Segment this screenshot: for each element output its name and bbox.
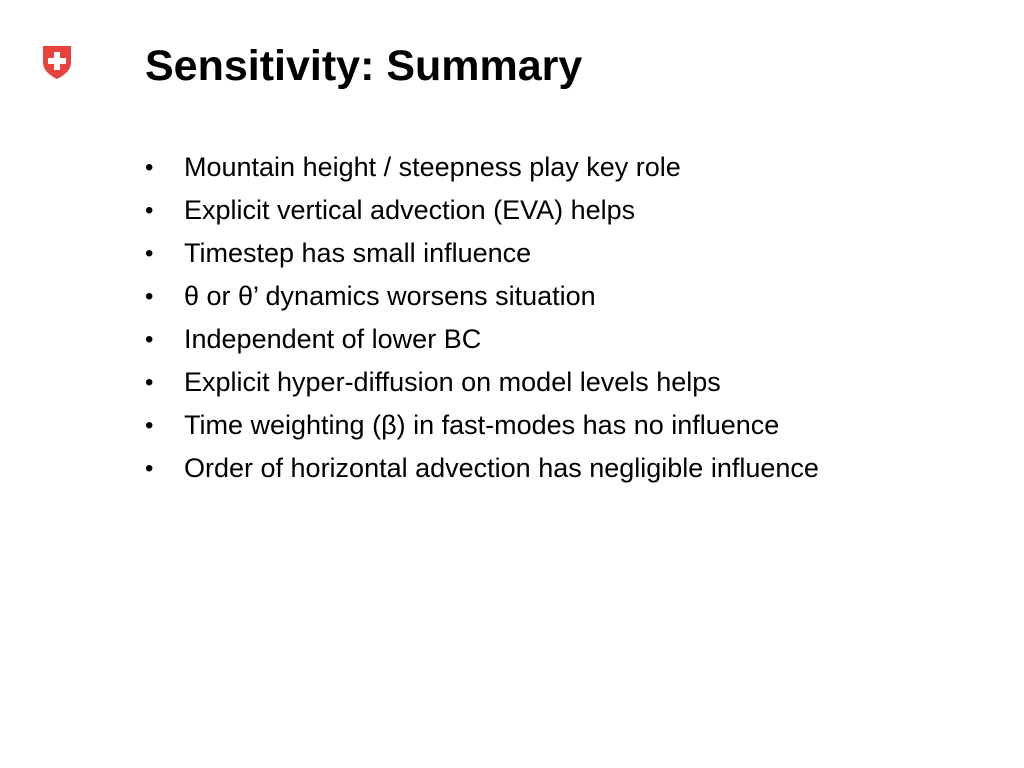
bullet-marker: •	[145, 283, 154, 310]
bullet-item	[145, 189, 985, 232]
bullet-marker: •	[145, 412, 154, 439]
bullet-text: Explicit vertical advection (EVA) helps	[184, 195, 636, 225]
bullet-text: Time weighting (β) in fast-modes has no influence	[184, 410, 780, 440]
bullet-item	[145, 318, 985, 361]
bullet-marker: •	[145, 154, 154, 181]
bullet-item	[145, 232, 985, 275]
bullet-text: Independent of lower BC	[184, 324, 482, 354]
bullet-text: Timestep has small influence	[184, 238, 532, 268]
slide-title: Sensitivity: Summary	[145, 42, 583, 90]
bullet-text: Order of horizontal advection has negligible influence	[184, 453, 819, 483]
bullet-item	[145, 447, 985, 490]
bullet-item	[145, 146, 985, 189]
bullet-marker: •	[145, 240, 154, 267]
bullet-item	[145, 361, 985, 404]
bullet-marker: •	[145, 326, 154, 353]
bullet-marker: •	[145, 369, 154, 396]
bullet-list	[145, 146, 985, 490]
bullet-text: Mountain height / steepness play key role	[184, 152, 681, 182]
bullet-marker: •	[145, 455, 154, 482]
bullet-item	[145, 275, 985, 318]
swiss-shield-icon	[41, 44, 73, 80]
bullet-text: Explicit hyper-diffusion on model levels helps	[184, 367, 721, 397]
bullet-item	[145, 404, 985, 447]
bullet-text: θ or θ’ dynamics worsens situation	[184, 281, 596, 311]
bullet-marker: •	[145, 197, 154, 224]
